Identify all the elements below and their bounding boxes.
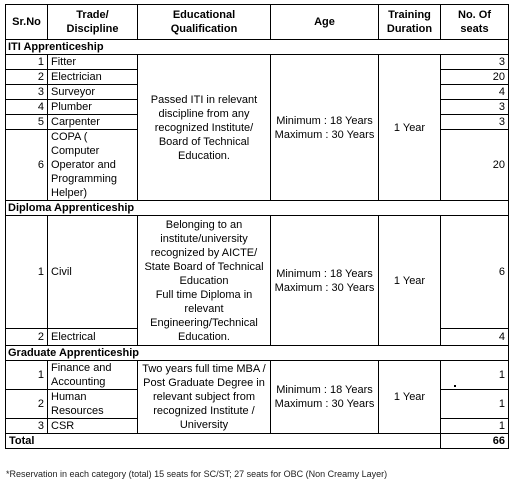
header-qualification: Educational Qualification (138, 5, 271, 40)
header-duration: Training Duration (379, 5, 441, 40)
iti-duration: 1 Year (379, 55, 441, 201)
row-seats: 4 (441, 329, 509, 346)
row-number: 1 (6, 55, 48, 70)
iti-age (271, 55, 379, 201)
row-seats: 4 (441, 85, 509, 100)
section-title: Graduate Apprenticeship (6, 346, 509, 361)
row-trade: Fitter (48, 55, 138, 70)
row-trade: Surveyor (48, 85, 138, 100)
section-diploma (6, 201, 509, 216)
total-seats: 66 (441, 434, 509, 449)
row-number: 2 (6, 329, 48, 346)
row-seats: 20 (441, 70, 509, 85)
row-seats: 20 (441, 130, 509, 201)
header-trade: Trade/ Discipline (48, 5, 138, 40)
apprenticeship-table (5, 4, 509, 449)
row-seats: 3 (441, 55, 509, 70)
header-age: Age (271, 5, 379, 40)
row-number: 1 (6, 216, 48, 329)
row-number: 2 (6, 390, 48, 419)
row-number: 3 (6, 419, 48, 434)
diploma-age (271, 216, 379, 346)
table-row (6, 361, 509, 390)
stray-dot (454, 385, 456, 387)
header-srno: Sr.No (6, 5, 48, 40)
age-max: Maximum : 30 Years (274, 281, 375, 294)
graduate-qualification: Two years full time MBA / Post Graduate Degree in relevant subject from recognized Institute / University (138, 361, 271, 434)
row-number: 3 (6, 85, 48, 100)
age-max: Maximum : 30 Years (274, 398, 375, 410)
row-seats: 1 (441, 419, 509, 434)
row-trade: Electrical (48, 329, 138, 346)
row-number: 5 (6, 115, 48, 130)
section-title: ITI Apprenticeship (6, 40, 509, 55)
age-min: Minimum : 18 Years (276, 384, 373, 396)
total-label: Total (6, 434, 441, 449)
graduate-duration: 1 Year (379, 361, 441, 434)
section-graduate (6, 346, 509, 361)
row-trade: Finance and Accounting (48, 361, 138, 390)
row-trade: Carpenter (48, 115, 138, 130)
row-seats: 3 (441, 100, 509, 115)
age-min: Minimum : 18 Years (276, 267, 373, 280)
iti-qualification: Passed ITI in relevant discipline from any recognized Institute/ Board of Technical Education. (138, 55, 271, 201)
section-iti (6, 40, 509, 55)
age-max: Maximum : 30 Years (274, 128, 375, 141)
row-number: 4 (6, 100, 48, 115)
row-seats: 3 (441, 115, 509, 130)
header-seats: No. Of seats (441, 5, 509, 40)
row-seats: 1 (441, 390, 509, 419)
footnote: *Reservation in each category (total) 15 seats for SC/ST; 27 seats for OBC (Non Creamy Layer) (6, 470, 388, 479)
row-trade: Plumber (48, 100, 138, 115)
row-seats: 6 (441, 216, 509, 329)
row-number: 2 (6, 70, 48, 85)
section-title: Diploma Apprenticeship (6, 201, 509, 216)
row-trade: Civil (48, 216, 138, 329)
qualification-line: Full time Diploma in relevant Engineering/Technical Education. (150, 288, 258, 343)
row-trade: Human Resources (48, 390, 138, 419)
row-number: 1 (6, 361, 48, 390)
qualification-line: Belonging to an institute/university recognized by AICTE/ State Board of Technical Education (144, 218, 264, 287)
diploma-duration: 1 Year (379, 216, 441, 346)
row-seats: 1 (441, 361, 509, 390)
age-min: Minimum : 18 Years (276, 114, 373, 127)
graduate-age (271, 361, 379, 434)
row-trade: COPA ( Computer Operator and Programming Helper) (48, 130, 138, 201)
row-number: 6 (6, 130, 48, 201)
row-trade: CSR (48, 419, 138, 434)
table-row (6, 55, 509, 70)
row-trade: Electrician (48, 70, 138, 85)
diploma-qualification (138, 216, 271, 346)
header-row (6, 5, 509, 40)
total-row (6, 434, 509, 449)
table-row (6, 216, 509, 329)
